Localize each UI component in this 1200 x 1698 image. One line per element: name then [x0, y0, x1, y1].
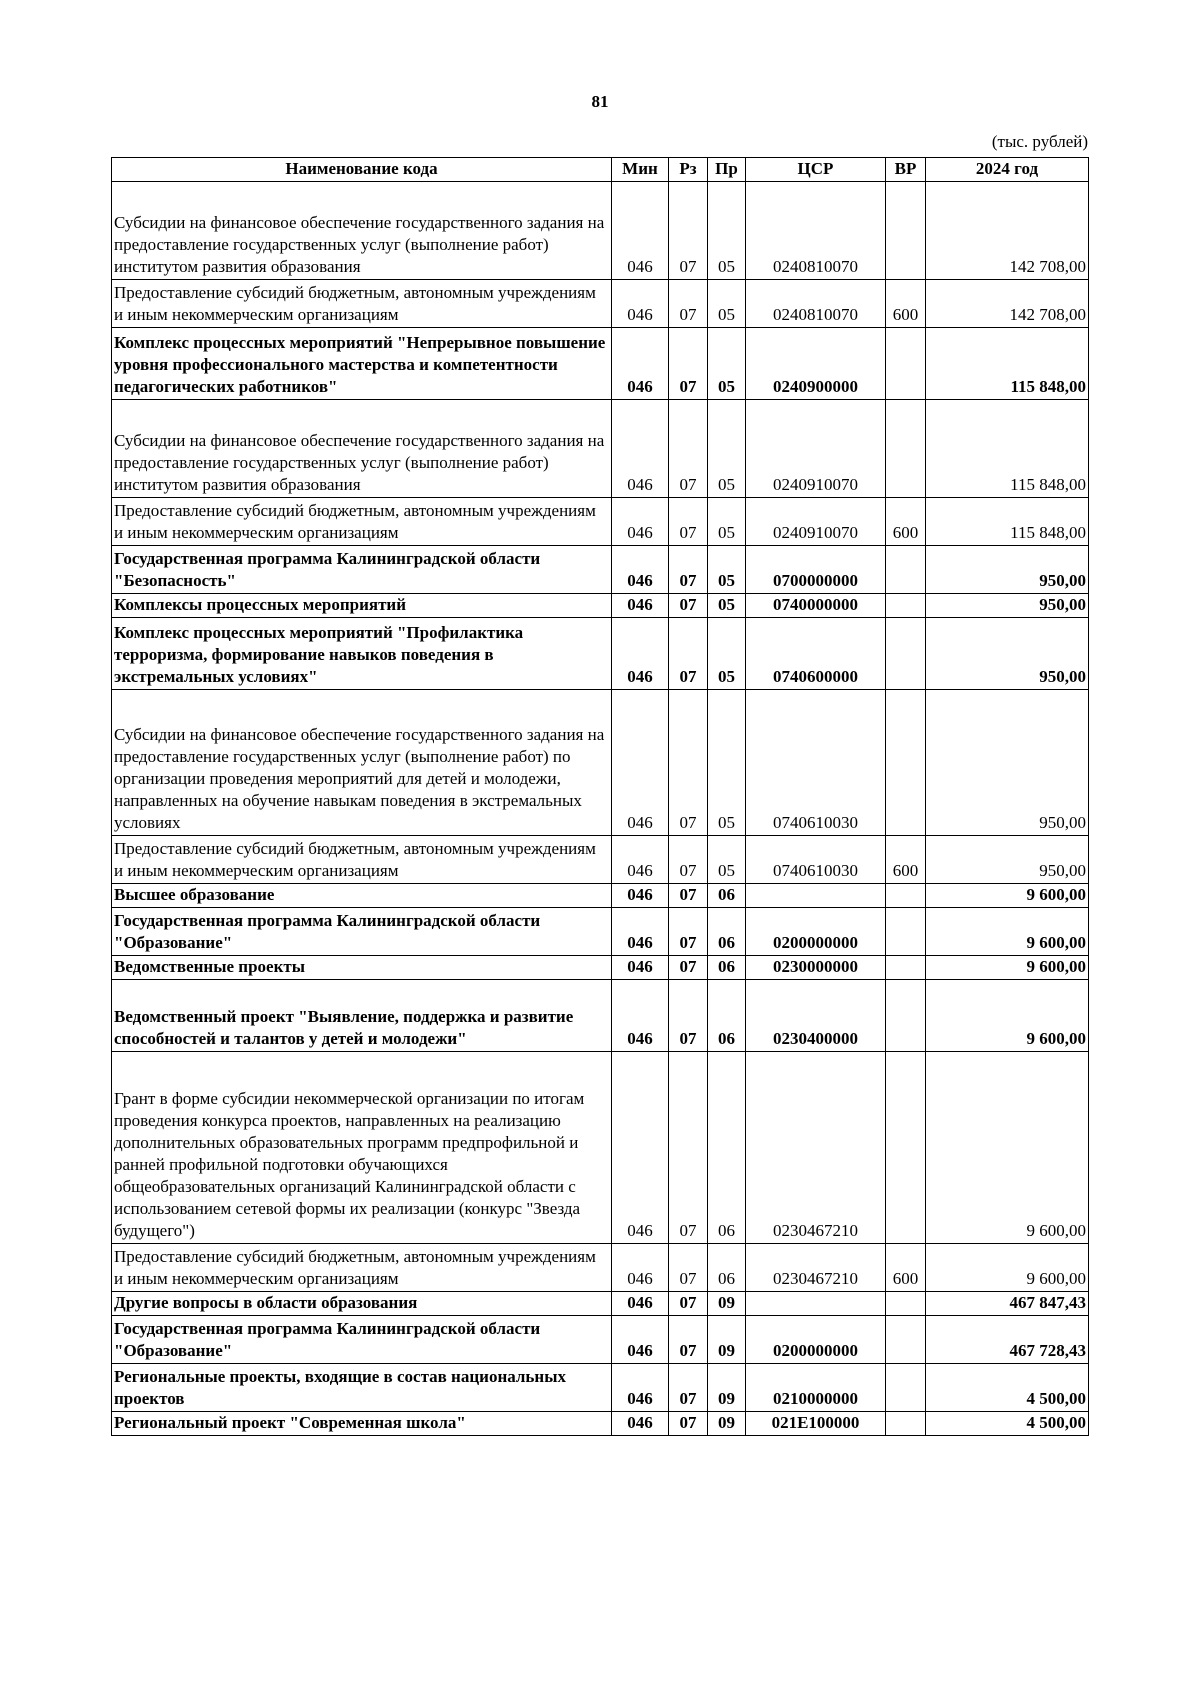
amount: 115 848,00: [926, 498, 1089, 546]
amount: 4 500,00: [926, 1412, 1089, 1436]
amount: 9 600,00: [926, 1244, 1089, 1292]
table-row: [112, 546, 1089, 594]
csr-code: 0230467210: [746, 1244, 886, 1292]
csr-code: 0230000000: [746, 956, 886, 980]
vr-code: [886, 328, 926, 400]
min-code: 046: [612, 594, 669, 618]
min-code: 046: [612, 1412, 669, 1436]
vr-code: [886, 1292, 926, 1316]
amount: 115 848,00: [926, 400, 1089, 498]
pr-code: 05: [708, 594, 746, 618]
table-row: [112, 836, 1089, 884]
code-name: Предоставление субсидий бюджетным, автономным учреждениям и иным некоммерческим организациям: [112, 280, 612, 328]
amount: 142 708,00: [926, 182, 1089, 280]
min-code: 046: [612, 280, 669, 328]
min-code: 046: [612, 618, 669, 690]
csr-code: 0200000000: [746, 1316, 886, 1364]
vr-code: [886, 618, 926, 690]
code-name: Высшее образование: [112, 884, 612, 908]
rz-code: 07: [669, 1052, 708, 1244]
code-name: Субсидии на финансовое обеспечение государственного задания на предоставление государственных услуг (выполнение работ) институтом развития образования: [112, 182, 612, 280]
header-vr: ВР: [886, 158, 926, 182]
rz-code: 07: [669, 1244, 708, 1292]
pr-code: 06: [708, 1052, 746, 1244]
amount: 9 600,00: [926, 980, 1089, 1052]
table-row: [112, 498, 1089, 546]
pr-code: 09: [708, 1412, 746, 1436]
table-body: [112, 182, 1089, 1436]
min-code: 046: [612, 1316, 669, 1364]
pr-code: 06: [708, 908, 746, 956]
rz-code: 07: [669, 836, 708, 884]
code-name: Ведомственный проект "Выявление, поддержка и развитие способностей и талантов у детей и молодежи": [112, 980, 612, 1052]
vr-code: [886, 884, 926, 908]
table-row: [112, 280, 1089, 328]
csr-code: 0240810070: [746, 182, 886, 280]
min-code: 046: [612, 980, 669, 1052]
table-row: [112, 618, 1089, 690]
code-name: Комплекс процессных мероприятий "Непрерывное повышение уровня профессионального мастерства и компетентности педагогических работников": [112, 328, 612, 400]
csr-code: [746, 1292, 886, 1316]
min-code: 046: [612, 836, 669, 884]
amount: 9 600,00: [926, 884, 1089, 908]
min-code: 046: [612, 328, 669, 400]
table-header-row: [112, 158, 1089, 182]
min-code: 046: [612, 884, 669, 908]
rz-code: 07: [669, 1364, 708, 1412]
rz-code: 07: [669, 400, 708, 498]
code-name: Другие вопросы в области образования: [112, 1292, 612, 1316]
amount: 950,00: [926, 690, 1089, 836]
pr-code: 06: [708, 884, 746, 908]
rz-code: 07: [669, 182, 708, 280]
vr-code: [886, 980, 926, 1052]
vr-code: [886, 400, 926, 498]
amount: 950,00: [926, 546, 1089, 594]
rz-code: 07: [669, 884, 708, 908]
table-row: [112, 980, 1089, 1052]
table-row: [112, 884, 1089, 908]
csr-code: 0740600000: [746, 618, 886, 690]
rz-code: 07: [669, 1292, 708, 1316]
header-min: Мин: [612, 158, 669, 182]
rz-code: 07: [669, 980, 708, 1052]
min-code: 046: [612, 1052, 669, 1244]
vr-code: [886, 908, 926, 956]
rz-code: 07: [669, 908, 708, 956]
csr-code: 021E100000: [746, 1412, 886, 1436]
amount: 950,00: [926, 836, 1089, 884]
vr-code: [886, 182, 926, 280]
pr-code: 09: [708, 1316, 746, 1364]
min-code: 046: [612, 546, 669, 594]
min-code: 046: [612, 956, 669, 980]
amount: 115 848,00: [926, 328, 1089, 400]
code-name: Комплекс процессных мероприятий "Профилактика терроризма, формирование навыков поведения в экстремальных условиях": [112, 618, 612, 690]
amount: 4 500,00: [926, 1364, 1089, 1412]
table-row: [112, 1244, 1089, 1292]
rz-code: 07: [669, 594, 708, 618]
header-rz: Рз: [669, 158, 708, 182]
table-row: [112, 1364, 1089, 1412]
table-row: [112, 908, 1089, 956]
amount: 142 708,00: [926, 280, 1089, 328]
table-row: [112, 594, 1089, 618]
csr-code: 0740000000: [746, 594, 886, 618]
vr-code: 600: [886, 836, 926, 884]
pr-code: 06: [708, 980, 746, 1052]
amount: 9 600,00: [926, 1052, 1089, 1244]
table-row: [112, 1292, 1089, 1316]
amount: 467 728,43: [926, 1316, 1089, 1364]
vr-code: 600: [886, 498, 926, 546]
code-name: Региональный проект "Современная школа": [112, 1412, 612, 1436]
csr-code: 0230400000: [746, 980, 886, 1052]
rz-code: 07: [669, 498, 708, 546]
csr-code: 0240910070: [746, 498, 886, 546]
vr-code: [886, 1364, 926, 1412]
min-code: 046: [612, 1364, 669, 1412]
vr-code: 600: [886, 1244, 926, 1292]
pr-code: 06: [708, 956, 746, 980]
amount: 950,00: [926, 618, 1089, 690]
min-code: 046: [612, 400, 669, 498]
vr-code: [886, 1052, 926, 1244]
csr-code: 0230467210: [746, 1052, 886, 1244]
code-name: Комплексы процессных мероприятий: [112, 594, 612, 618]
min-code: 046: [612, 690, 669, 836]
code-name: Ведомственные проекты: [112, 956, 612, 980]
code-name: Субсидии на финансовое обеспечение государственного задания на предоставление государственных услуг (выполнение работ) по организации проведения мероприятий для детей и молодежи, направленных на обучение навыкам поведения в экстремальных условиях: [112, 690, 612, 836]
header-amount: 2024 год: [926, 158, 1089, 182]
csr-code: [746, 884, 886, 908]
min-code: 046: [612, 1244, 669, 1292]
pr-code: 09: [708, 1292, 746, 1316]
rz-code: 07: [669, 956, 708, 980]
page-number: 81: [591, 92, 609, 111]
amount: 467 847,43: [926, 1292, 1089, 1316]
pr-code: 05: [708, 182, 746, 280]
pr-code: 09: [708, 1364, 746, 1412]
csr-code: 0240910070: [746, 400, 886, 498]
code-name: Предоставление субсидий бюджетным, автономным учреждениям и иным некоммерческим организациям: [112, 1244, 612, 1292]
amount: 9 600,00: [926, 908, 1089, 956]
rz-code: 07: [669, 546, 708, 594]
vr-code: [886, 1316, 926, 1364]
table-row: [112, 328, 1089, 400]
pr-code: 05: [708, 498, 746, 546]
table-row: [112, 956, 1089, 980]
vr-code: [886, 690, 926, 836]
table-row: [112, 400, 1089, 498]
pr-code: 05: [708, 546, 746, 594]
vr-code: [886, 594, 926, 618]
table-row: [112, 1052, 1089, 1244]
unit-note: (тыс. рублей): [991, 132, 1088, 151]
vr-code: [886, 546, 926, 594]
csr-code: 0700000000: [746, 546, 886, 594]
min-code: 046: [612, 908, 669, 956]
code-name: Предоставление субсидий бюджетным, автономным учреждениям и иным некоммерческим организациям: [112, 498, 612, 546]
rz-code: 07: [669, 328, 708, 400]
table-row: [112, 1412, 1089, 1436]
pr-code: 05: [708, 618, 746, 690]
table-row: [112, 690, 1089, 836]
min-code: 046: [612, 498, 669, 546]
budget-table: [111, 157, 1089, 1436]
csr-code: 0200000000: [746, 908, 886, 956]
csr-code: 0240900000: [746, 328, 886, 400]
csr-code: 0740610030: [746, 836, 886, 884]
pr-code: 05: [708, 690, 746, 836]
code-name: Региональные проекты, входящие в состав национальных проектов: [112, 1364, 612, 1412]
header-pr: Пр: [708, 158, 746, 182]
vr-code: [886, 1412, 926, 1436]
csr-code: 0740610030: [746, 690, 886, 836]
csr-code: 0210000000: [746, 1364, 886, 1412]
rz-code: 07: [669, 280, 708, 328]
code-name: Государственная программа Калининградской области "Безопасность": [112, 546, 612, 594]
min-code: 046: [612, 1292, 669, 1316]
pr-code: 05: [708, 328, 746, 400]
amount: 950,00: [926, 594, 1089, 618]
code-name: Государственная программа Калининградской области "Образование": [112, 1316, 612, 1364]
code-name: Государственная программа Калининградской области "Образование": [112, 908, 612, 956]
amount: 9 600,00: [926, 956, 1089, 980]
vr-code: [886, 956, 926, 980]
pr-code: 06: [708, 1244, 746, 1292]
table-row: [112, 1316, 1089, 1364]
header-name: Наименование кода: [112, 158, 612, 182]
min-code: 046: [612, 182, 669, 280]
code-name: Грант в форме субсидии некоммерческой организации по итогам проведения конкурса проектов, направленных на реализацию дополнительных образовательных программ предпрофильной и ранней профильной подготовки обучающихся общеобразовательных организаций Калининградской области с использованием сетевой формы их реализации (конкурс "Звезда будущего"): [112, 1052, 612, 1244]
pr-code: 05: [708, 280, 746, 328]
pr-code: 05: [708, 400, 746, 498]
rz-code: 07: [669, 1412, 708, 1436]
table-row: [112, 182, 1089, 280]
vr-code: 600: [886, 280, 926, 328]
pr-code: 05: [708, 836, 746, 884]
rz-code: 07: [669, 690, 708, 836]
code-name: Предоставление субсидий бюджетным, автономным учреждениям и иным некоммерческим организациям: [112, 836, 612, 884]
rz-code: 07: [669, 618, 708, 690]
csr-code: 0240810070: [746, 280, 886, 328]
code-name: Субсидии на финансовое обеспечение государственного задания на предоставление государственных услуг (выполнение работ) институтом развития образования: [112, 400, 612, 498]
header-csr: ЦСР: [746, 158, 886, 182]
rz-code: 07: [669, 1316, 708, 1364]
